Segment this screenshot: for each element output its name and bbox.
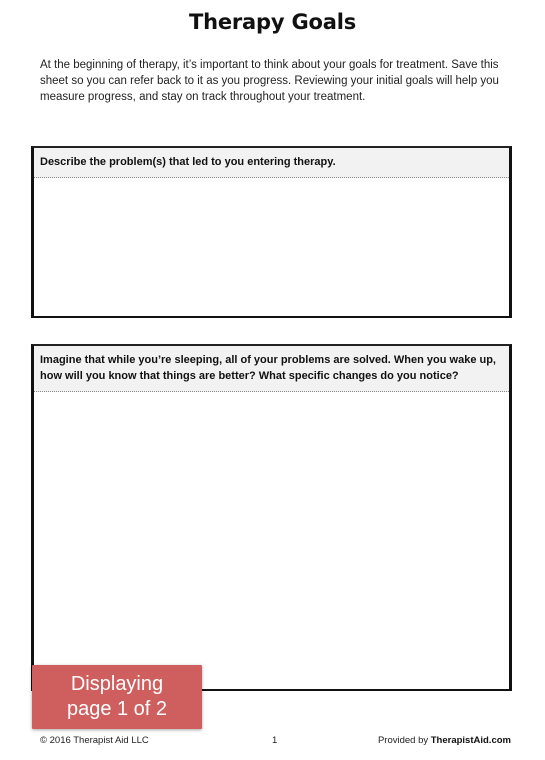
footer-provided-by-label: Provided by: [377, 735, 429, 746]
problem-description-answer-area[interactable]: [34, 178, 509, 308]
miracle-question-box: [31, 344, 512, 691]
page-title: Therapy Goals: [188, 10, 356, 34]
page-indicator-line2: page 1 of 2: [66, 698, 168, 720]
footer-page-number: 1: [272, 735, 278, 746]
footer-brand-link[interactable]: TherapistAid.com: [430, 735, 511, 746]
miracle-question-answer-area[interactable]: [34, 392, 509, 682]
page-indicator-line1: Displaying: [70, 673, 164, 695]
intro-paragraph: At the beginning of therapy, it’s important to think about your goals for treatment. Save this sheet so you can refer back to it as you progress. Reviewing your initial goals will help you measure progress, and stay on track throughout your treatment.: [40, 59, 499, 103]
page-indicator-badge: [32, 665, 202, 729]
miracle-question-prompt: Imagine that while you’re sleeping, all of your problems are solved. When you wake up, how will you know that things are better? What specific changes do you notice?: [34, 346, 509, 392]
problem-description-box: [31, 146, 512, 318]
problem-description-prompt: Describe the problem(s) that led to you entering therapy.: [34, 148, 509, 178]
footer-provided-by: [378, 735, 511, 746]
footer-copyright: © 2016 Therapist Aid LLC: [40, 735, 149, 746]
